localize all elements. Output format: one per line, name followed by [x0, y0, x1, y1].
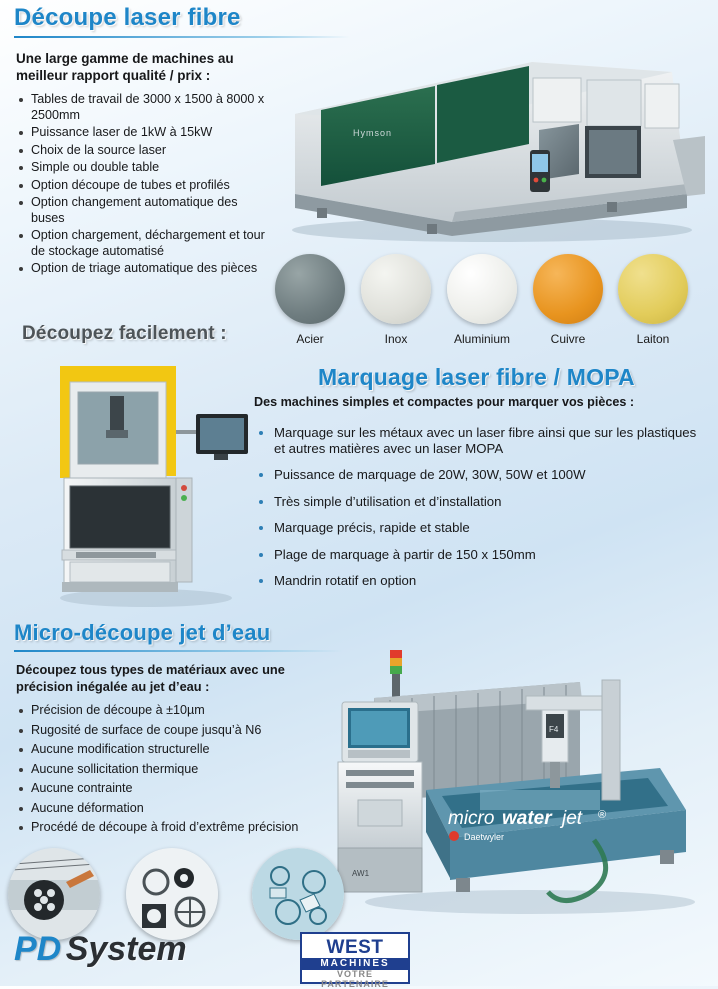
- laser-cutting-machine-image: [277, 44, 707, 244]
- material-label-laiton: Laiton: [636, 332, 670, 346]
- sample-disc-3: [252, 848, 344, 940]
- material-label-inox: Inox: [384, 332, 408, 346]
- cut-easily-label: Découpez facilement :: [22, 323, 227, 344]
- footer-brand-logo: [14, 930, 187, 969]
- svg-text:F4: F4: [549, 725, 559, 734]
- material-label-cuivre: Cuivre: [550, 332, 586, 346]
- waterjet-bullets: [16, 703, 356, 840]
- material-swatch-inox: [361, 254, 431, 324]
- material-label-acier: Acier: [296, 332, 324, 346]
- marquage-bullets: [256, 425, 698, 600]
- marking-machine-image: [36, 360, 266, 610]
- svg-text:AW1: AW1: [352, 869, 370, 878]
- svg-text:Hymson: Hymson: [353, 128, 393, 138]
- list-item: Marquage précis, rapide et stable: [256, 520, 698, 536]
- brand-main: System: [65, 930, 187, 968]
- list-item: Puissance laser de 1kW à 15kW: [16, 125, 274, 141]
- material-swatch-cuivre: [533, 254, 603, 324]
- list-item: Procédé de découpe à froid d’extrême précision: [16, 820, 356, 836]
- list-item: Option chargement, déchargement et tour de stockage automatisé: [16, 228, 274, 259]
- svg-text:Daetwyler: Daetwyler: [464, 832, 505, 842]
- list-item: Aucune contrainte: [16, 781, 356, 797]
- brand-prefix: PD: [14, 930, 62, 968]
- sample-disc-2: [126, 848, 218, 940]
- list-item: Rugosité de surface de coupe jusqu’à N6: [16, 723, 356, 739]
- material-swatch-laiton: [618, 254, 688, 324]
- section-title-marquage: Marquage laser fibre / MOPA: [318, 364, 635, 390]
- list-item: Simple ou double table: [16, 160, 274, 176]
- list-item: Plage de marquage à partir de 150 x 150mm: [256, 547, 698, 563]
- marquage-lead: Des machines simples et compactes pour marquer vos pièces :: [254, 395, 635, 409]
- list-item: Marquage sur les métaux avec un laser fibre ainsi que sur les plastiques et autres matières avec un laser MOPA: [256, 425, 698, 456]
- list-item: Option découpe de tubes et profilés: [16, 178, 274, 194]
- list-item: Tables de travail de 3000 x 1500 à 8000 x 2500mm: [16, 92, 274, 123]
- laser-fibre-lead: Une large gamme de machines au meilleur rapport qualité / prix :: [16, 51, 234, 83]
- title-rule-3: [14, 650, 342, 652]
- section-title-laser-fibre: Découpe laser fibre: [14, 4, 241, 31]
- waterjet-lead: Découpez tous types de matériaux avec une précision inégalée au jet d’eau :: [16, 662, 285, 694]
- list-item: Mandrin rotatif en option: [256, 573, 698, 589]
- waterjet-machine-image: [330, 640, 710, 920]
- west-logo-line1: WEST: [326, 937, 384, 958]
- west-machines-logo: [300, 932, 410, 989]
- list-item: Aucune modification structurelle: [16, 742, 356, 758]
- list-item: Option changement automatique des buses: [16, 195, 274, 226]
- list-item: Option de triage automatique des pièces: [16, 261, 274, 277]
- west-logo-line2: MACHINES: [302, 958, 408, 971]
- list-item: Aucune déformation: [16, 801, 356, 817]
- list-item: Aucune sollicitation thermique: [16, 762, 356, 778]
- svg-text:®: ®: [598, 809, 607, 821]
- list-item: Puissance de marquage de 20W, 30W, 50W et 100W: [256, 467, 698, 483]
- svg-text:water: water: [502, 808, 552, 829]
- list-item: Très simple d’utilisation et d’installation: [256, 494, 698, 510]
- title-rule-1: [14, 36, 350, 38]
- list-item: Précision de découpe à ±10µm: [16, 703, 356, 719]
- laser-fibre-bullets: [16, 92, 274, 279]
- west-logo-line3: VOTRE PARTENAIRE: [321, 969, 389, 989]
- svg-text:micro: micro: [448, 808, 495, 829]
- list-item: Choix de la source laser: [16, 143, 274, 159]
- section-title-waterjet: Micro-découpe jet d’eau: [14, 620, 271, 645]
- material-swatch-aluminium: [447, 254, 517, 324]
- material-swatch-acier: [275, 254, 345, 324]
- svg-text:jet: jet: [562, 808, 583, 829]
- sample-disc-1: [8, 848, 100, 940]
- material-label-aluminium: Aluminium: [453, 332, 510, 346]
